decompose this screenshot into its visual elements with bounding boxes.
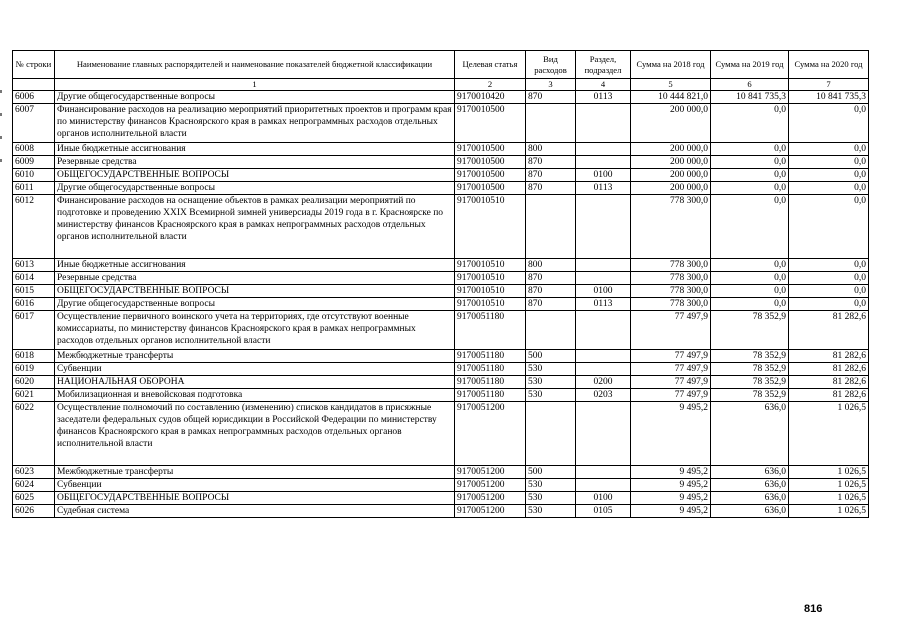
row-section: 0100	[576, 285, 631, 298]
row-sum-2020: 10 841 735,3	[789, 91, 869, 104]
row-sum-2020: 1 026,5	[789, 466, 869, 479]
row-sum-2018: 77 497,9	[631, 350, 711, 363]
row-name: Иные бюджетные ассигнования	[55, 259, 455, 272]
table-row	[13, 350, 869, 363]
table-header-row	[13, 51, 869, 79]
row-number: 6006	[13, 91, 55, 104]
budget-table	[12, 50, 869, 518]
row-section	[576, 195, 631, 259]
row-expense-type: 870	[526, 285, 576, 298]
row-sum-2020: 0,0	[789, 156, 869, 169]
row-sum-2018: 9 495,2	[631, 402, 711, 466]
row-target-article: 9170051180	[455, 363, 526, 376]
row-section: 0113	[576, 298, 631, 311]
row-target-article: 9170051200	[455, 479, 526, 492]
row-sum-2020: 1 026,5	[789, 479, 869, 492]
row-sum-2018: 778 300,0	[631, 195, 711, 259]
column-number: 5	[631, 79, 711, 91]
row-sum-2020: 0,0	[789, 285, 869, 298]
row-target-article: 9170010510	[455, 298, 526, 311]
column-number: 2	[455, 79, 526, 91]
header-target-article: Целевая статья	[455, 51, 526, 79]
row-expense-type: 870	[526, 298, 576, 311]
row-expense-type: 500	[526, 350, 576, 363]
row-sum-2020: 0,0	[789, 272, 869, 285]
column-number: 1	[55, 79, 455, 91]
row-name: Другие общегосударственные вопросы	[55, 298, 455, 311]
table-row	[13, 492, 869, 505]
column-number	[13, 79, 55, 91]
row-name: Судебная система	[55, 505, 455, 518]
row-number: 6010	[13, 169, 55, 182]
row-sum-2020: 0,0	[789, 169, 869, 182]
row-sum-2018: 10 444 821,0	[631, 91, 711, 104]
row-number: 6008	[13, 143, 55, 156]
row-sum-2018: 9 495,2	[631, 492, 711, 505]
row-sum-2019: 10 841 735,3	[711, 91, 789, 104]
row-expense-type: 530	[526, 389, 576, 402]
row-name: Субвенции	[55, 479, 455, 492]
row-section: 0100	[576, 492, 631, 505]
row-section	[576, 143, 631, 156]
row-sum-2019: 636,0	[711, 505, 789, 518]
row-sum-2019: 0,0	[711, 298, 789, 311]
table-row	[13, 298, 869, 311]
row-section: 0200	[576, 376, 631, 389]
row-section	[576, 311, 631, 350]
row-sum-2018: 200 000,0	[631, 169, 711, 182]
row-section	[576, 272, 631, 285]
row-sum-2019: 78 352,9	[711, 350, 789, 363]
row-name: Иные бюджетные ассигнования	[55, 143, 455, 156]
row-sum-2019: 636,0	[711, 466, 789, 479]
row-expense-type: 800	[526, 259, 576, 272]
table-row	[13, 311, 869, 350]
row-target-article: 9170010500	[455, 143, 526, 156]
row-number: 6023	[13, 466, 55, 479]
row-name: Резервные средства	[55, 272, 455, 285]
row-sum-2019: 78 352,9	[711, 389, 789, 402]
row-name: Межбюджетные трансферты	[55, 350, 455, 363]
row-sum-2019: 0,0	[711, 169, 789, 182]
row-name: НАЦИОНАЛЬНАЯ ОБОРОНА	[55, 376, 455, 389]
row-target-article: 9170051180	[455, 376, 526, 389]
row-sum-2020: 81 282,6	[789, 363, 869, 376]
row-sum-2019: 636,0	[711, 479, 789, 492]
row-number: 6014	[13, 272, 55, 285]
column-number: 4	[576, 79, 631, 91]
row-section	[576, 350, 631, 363]
table-row	[13, 272, 869, 285]
row-expense-type: 870	[526, 91, 576, 104]
row-number: 6009	[13, 156, 55, 169]
row-number: 6017	[13, 311, 55, 350]
row-name: Другие общегосударственные вопросы	[55, 182, 455, 195]
row-sum-2020: 0,0	[789, 259, 869, 272]
row-target-article: 9170010500	[455, 156, 526, 169]
row-expense-type	[526, 195, 576, 259]
row-name: Осуществление первичного воинского учета на территориях, где отсутствуют военные комиссариаты, по министерству финансов Красноярского края в рамках непрограммных расходов отдельных органов исполнительной власти	[55, 311, 455, 350]
row-sum-2018: 77 497,9	[631, 376, 711, 389]
row-target-article: 9170051200	[455, 466, 526, 479]
row-sum-2018: 200 000,0	[631, 156, 711, 169]
column-number: 7	[789, 79, 869, 91]
row-sum-2018: 9 495,2	[631, 466, 711, 479]
header-row-number: № строки	[13, 51, 55, 79]
row-sum-2018: 778 300,0	[631, 298, 711, 311]
row-target-article: 9170010510	[455, 195, 526, 259]
header-sum-2020: Сумма на 2020 год	[789, 51, 869, 79]
table-row	[13, 376, 869, 389]
row-sum-2018: 77 497,9	[631, 363, 711, 376]
row-sum-2019: 78 352,9	[711, 363, 789, 376]
row-number: 6007	[13, 104, 55, 143]
row-sum-2020: 81 282,6	[789, 389, 869, 402]
row-section: 0203	[576, 389, 631, 402]
row-sum-2018: 200 000,0	[631, 104, 711, 143]
row-expense-type: 530	[526, 376, 576, 389]
row-name: Межбюджетные трансферты	[55, 466, 455, 479]
row-sum-2020: 0,0	[789, 182, 869, 195]
row-expense-type: 870	[526, 272, 576, 285]
row-number: 6026	[13, 505, 55, 518]
row-sum-2019: 78 352,9	[711, 311, 789, 350]
row-sum-2020: 1 026,5	[789, 505, 869, 518]
row-target-article: 9170010500	[455, 182, 526, 195]
row-name: Финансирование расходов на реализацию мероприятий приоритетных проектов и программ края по министерству финансов Красноярского края в рамках непрограммных расходов отдельных органов исполнительной власти	[55, 104, 455, 143]
row-section: 0100	[576, 169, 631, 182]
row-expense-type: 870	[526, 156, 576, 169]
table-row	[13, 363, 869, 376]
row-section: 0105	[576, 505, 631, 518]
table-row	[13, 285, 869, 298]
row-sum-2019: 0,0	[711, 143, 789, 156]
row-section	[576, 466, 631, 479]
row-sum-2018: 778 300,0	[631, 285, 711, 298]
table-row	[13, 143, 869, 156]
row-target-article: 9170051200	[455, 505, 526, 518]
row-section: 0113	[576, 91, 631, 104]
row-expense-type	[526, 104, 576, 143]
row-sum-2018: 77 497,9	[631, 311, 711, 350]
row-name: Мобилизационная и вневойсковая подготовка	[55, 389, 455, 402]
row-expense-type: 500	[526, 466, 576, 479]
row-section	[576, 156, 631, 169]
row-name: Резервные средства	[55, 156, 455, 169]
row-sum-2018: 200 000,0	[631, 143, 711, 156]
row-number: 6021	[13, 389, 55, 402]
row-name: Субвенции	[55, 363, 455, 376]
row-name: Осуществление полномочий по составлению (изменению) списков кандидатов в присяжные заседатели федеральных судов общей юрисдикции в Российской Федерации по министерству финансов Красноярского края в рамках непрограммных расходов отдельных органов исполнительной власти	[55, 402, 455, 466]
row-target-article: 9170010510	[455, 285, 526, 298]
table-row	[13, 402, 869, 466]
row-expense-type: 530	[526, 363, 576, 376]
row-sum-2020: 0,0	[789, 195, 869, 259]
row-expense-type: 530	[526, 479, 576, 492]
row-sum-2019: 0,0	[711, 195, 789, 259]
header-name: Наименование главных распорядителей и наименование показателей бюджетной классификации	[55, 51, 455, 79]
row-expense-type	[526, 402, 576, 466]
row-target-article: 9170010510	[455, 259, 526, 272]
column-number-row	[13, 79, 869, 91]
row-expense-type: 530	[526, 492, 576, 505]
row-number: 6011	[13, 182, 55, 195]
row-section	[576, 402, 631, 466]
row-sum-2019: 78 352,9	[711, 376, 789, 389]
row-sum-2019: 0,0	[711, 156, 789, 169]
row-sum-2020: 81 282,6	[789, 311, 869, 350]
table-row	[13, 389, 869, 402]
row-expense-type	[526, 311, 576, 350]
row-number: 6018	[13, 350, 55, 363]
row-section: 0113	[576, 182, 631, 195]
row-expense-type: 870	[526, 182, 576, 195]
row-sum-2020: 0,0	[789, 143, 869, 156]
row-sum-2020: 0,0	[789, 298, 869, 311]
row-sum-2019: 0,0	[711, 182, 789, 195]
scan-edge-marks	[0, 90, 4, 210]
row-section	[576, 259, 631, 272]
row-sum-2018: 778 300,0	[631, 272, 711, 285]
row-target-article: 9170051180	[455, 350, 526, 363]
table-row	[13, 104, 869, 143]
row-sum-2018: 778 300,0	[631, 259, 711, 272]
row-sum-2019: 0,0	[711, 259, 789, 272]
row-name: ОБЩЕГОСУДАРСТВЕННЫЕ ВОПРОСЫ	[55, 169, 455, 182]
table-row	[13, 505, 869, 518]
row-target-article: 9170010420	[455, 91, 526, 104]
row-number: 6012	[13, 195, 55, 259]
row-section	[576, 479, 631, 492]
row-target-article: 9170051200	[455, 492, 526, 505]
table-row	[13, 169, 869, 182]
row-name: ОБЩЕГОСУДАРСТВЕННЫЕ ВОПРОСЫ	[55, 492, 455, 505]
row-sum-2020: 0,0	[789, 104, 869, 143]
row-number: 6015	[13, 285, 55, 298]
row-sum-2018: 200 000,0	[631, 182, 711, 195]
row-sum-2018: 77 497,9	[631, 389, 711, 402]
row-target-article: 9170010510	[455, 272, 526, 285]
row-target-article: 9170010500	[455, 169, 526, 182]
row-sum-2019: 0,0	[711, 272, 789, 285]
row-sum-2019: 0,0	[711, 104, 789, 143]
header-sum-2019: Сумма на 2019 год	[711, 51, 789, 79]
row-sum-2020: 81 282,6	[789, 350, 869, 363]
table-row	[13, 479, 869, 492]
row-section	[576, 363, 631, 376]
row-target-article: 9170051180	[455, 389, 526, 402]
row-sum-2019: 636,0	[711, 402, 789, 466]
row-name: Финансирование расходов на оснащение объектов в рамках реализации мероприятий по подготовке и проведению XXIX Всемирной зимней универсиады 2019 года в г. Красноярске по министерству финансов Красноярского края в рамках непрограммных расходов отдельных органов исполнительной власти	[55, 195, 455, 259]
column-number: 3	[526, 79, 576, 91]
row-name: Другие общегосударственные вопросы	[55, 91, 455, 104]
row-sum-2019: 636,0	[711, 492, 789, 505]
header-expense-type: Вид расходов	[526, 51, 576, 79]
row-sum-2019: 0,0	[711, 285, 789, 298]
row-sum-2018: 9 495,2	[631, 505, 711, 518]
row-target-article: 9170010500	[455, 104, 526, 143]
header-section: Раздел, подраздел	[576, 51, 631, 79]
row-target-article: 9170051200	[455, 402, 526, 466]
table-row	[13, 182, 869, 195]
row-sum-2020: 1 026,5	[789, 402, 869, 466]
row-sum-2020: 1 026,5	[789, 492, 869, 505]
column-number: 6	[711, 79, 789, 91]
header-sum-2018: Сумма на 2018 год	[631, 51, 711, 79]
row-expense-type: 800	[526, 143, 576, 156]
row-expense-type: 530	[526, 505, 576, 518]
row-number: 6016	[13, 298, 55, 311]
row-name: ОБЩЕГОСУДАРСТВЕННЫЕ ВОПРОСЫ	[55, 285, 455, 298]
table-row	[13, 259, 869, 272]
row-number: 6019	[13, 363, 55, 376]
table-row	[13, 91, 869, 104]
table-row	[13, 156, 869, 169]
page-number: 816	[804, 603, 823, 615]
row-number: 6020	[13, 376, 55, 389]
row-sum-2020: 81 282,6	[789, 376, 869, 389]
row-number: 6022	[13, 402, 55, 466]
row-number: 6024	[13, 479, 55, 492]
row-target-article: 9170051180	[455, 311, 526, 350]
row-section	[576, 104, 631, 143]
row-sum-2018: 9 495,2	[631, 479, 711, 492]
table-row	[13, 195, 869, 259]
table-row	[13, 466, 869, 479]
row-number: 6013	[13, 259, 55, 272]
row-number: 6025	[13, 492, 55, 505]
row-expense-type: 870	[526, 169, 576, 182]
